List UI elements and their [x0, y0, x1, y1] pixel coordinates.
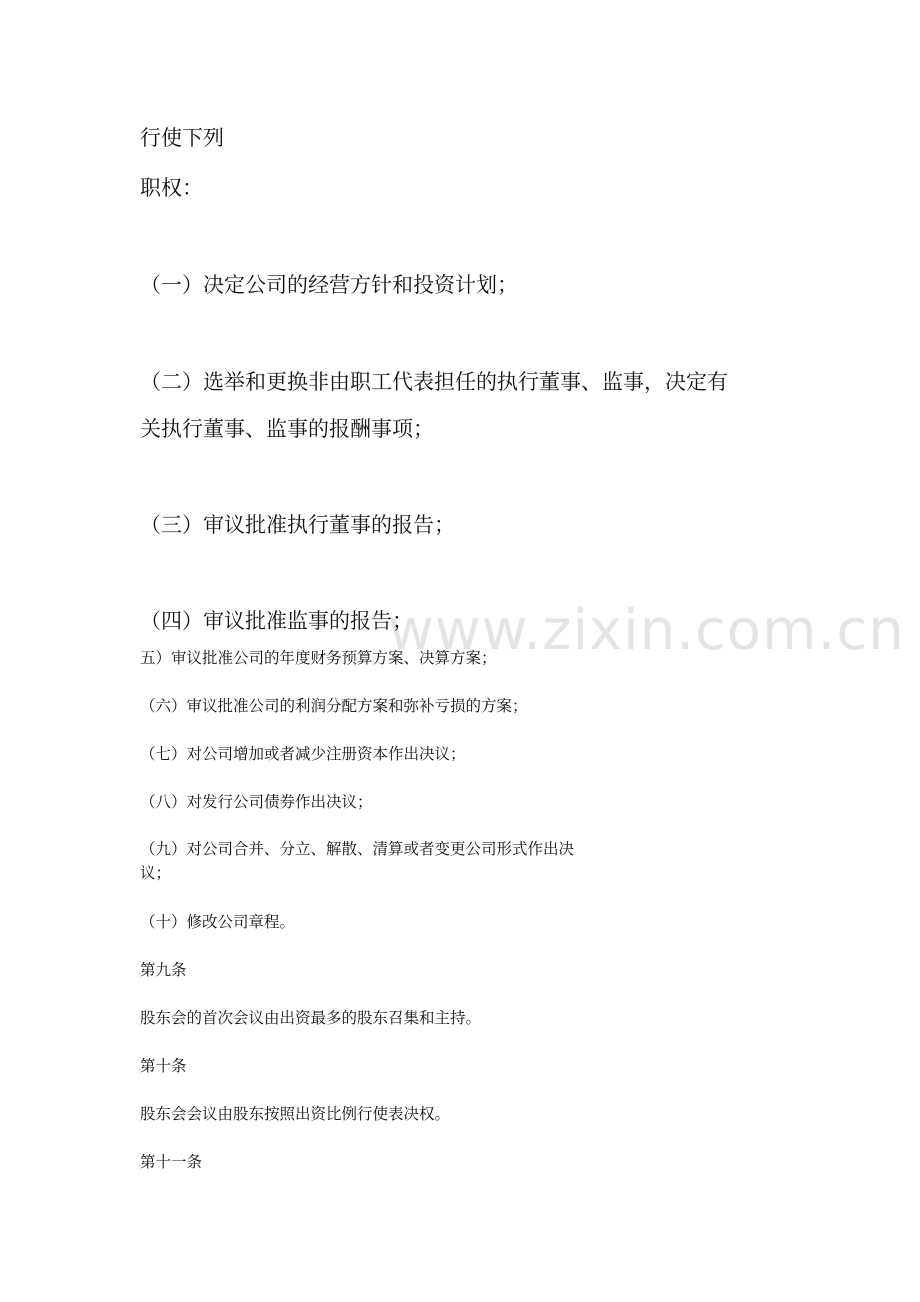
list-item: （一）决定公司的经营方针和投资计划； — [140, 273, 518, 297]
watermark: www.zixin.com.cn — [388, 598, 905, 663]
paragraph: 股东会的首次会议由出资最多的股东召集和主持。 — [140, 1009, 482, 1027]
article-heading: 第十条 — [140, 1057, 187, 1075]
list-item-continuation: 关执行董事、监事的报酬事项； — [140, 417, 434, 441]
list-item: 五）审议批准公司的年度财务预算方案、决算方案； — [140, 649, 497, 667]
text-line: 行使下列 — [140, 126, 224, 150]
article-heading: 第十一条 — [140, 1153, 203, 1171]
list-item: （七）对公司增加或者减少注册资本作出决议； — [140, 745, 466, 763]
list-item: （十）修改公司章程。 — [140, 913, 296, 931]
list-item: （八）对发行公司债券作出决议； — [140, 793, 373, 811]
list-item: （二）选举和更换非由职工代表担任的执行董事、监事，决定有 — [140, 370, 728, 394]
paragraph: 股东会会议由股东按照出资比例行使表决权。 — [140, 1105, 451, 1123]
list-item: （三）审议批准执行董事的报告； — [140, 513, 455, 537]
list-item-continuation: 议； — [140, 864, 172, 882]
text-line: 职权： — [140, 176, 203, 200]
list-item: （九）对公司合并、分立、解散、清算或者变更公司形式作出决 — [140, 840, 575, 858]
list-item: （六）审议批准公司的利润分配方案和弥补亏损的方案； — [140, 697, 528, 715]
article-heading: 第九条 — [140, 961, 187, 979]
list-item: （四）审议批准监事的报告； — [140, 609, 413, 633]
